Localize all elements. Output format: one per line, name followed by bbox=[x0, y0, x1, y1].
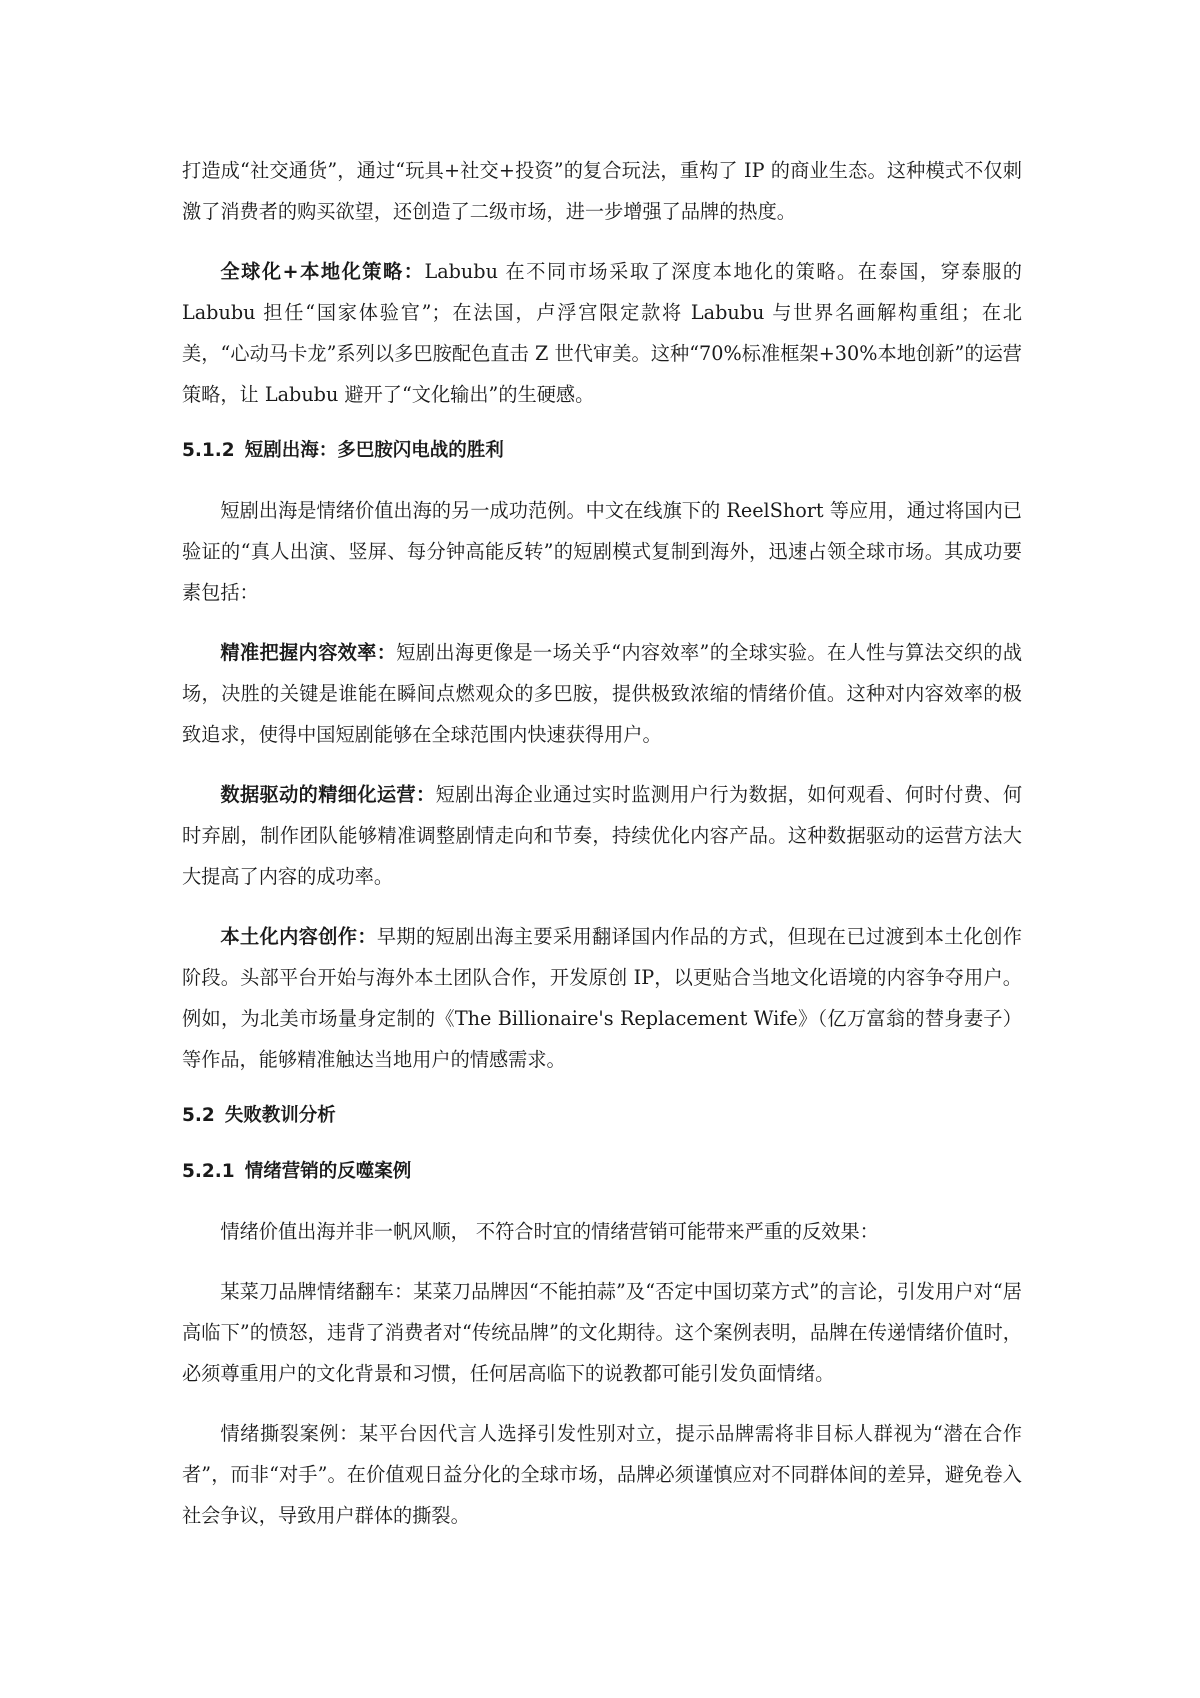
section-heading-5-1-2 bbox=[182, 434, 1022, 468]
paragraph-knife-brand-case bbox=[182, 1271, 1022, 1394]
paragraph-emotion-split-case bbox=[182, 1413, 1022, 1536]
paragraph-global-local-strategy bbox=[182, 251, 1022, 415]
paragraph-lead: 精准把握内容效率： bbox=[220, 641, 397, 664]
paragraph-text: 情绪价值出海并非一帆风顺， 不符合时宜的情绪营销可能带来严重的反效果： bbox=[220, 1220, 879, 1243]
paragraph-text: 某菜刀品牌情绪翻车：某菜刀品牌因“不能拍蒜”及“否定中国切菜方式”的言论，引发用户对“居高临下”的愤怒，违背了消费者对“传统品牌”的文化期待。这个案例表明，品牌在传递情绪价值时，必须尊重用户的文化背景和习惯，任何居高临下的说教都可能引发负面情绪。 bbox=[182, 1280, 1022, 1385]
section-title: 失败教训分析 bbox=[224, 1105, 336, 1126]
paragraph-short-drama-intro bbox=[182, 490, 1022, 613]
paragraph-backlash-intro bbox=[182, 1211, 1022, 1252]
paragraph-text: 打造成“社交通货”，通过“玩具+社交+投资”的复合玩法，重构了 IP 的商业生态。这种模式不仅刺激了消费者的购买欲望，还创造了二级市场，进一步增强了品牌的热度。 bbox=[182, 159, 1022, 223]
section-number: 5.2.1 bbox=[182, 1161, 235, 1182]
paragraph-lead: 数据驱动的精细化运营： bbox=[220, 783, 436, 806]
paragraph-lead: 本土化内容创作： bbox=[220, 925, 377, 948]
paragraph-content-efficiency bbox=[182, 632, 1022, 755]
paragraph-text: 短剧出海是情绪价值出海的另一成功范例。中文在线旗下的 ReelShort 等应用，通过将国内已验证的“真人出演、竖屏、每分钟高能反转”的短剧模式复制到海外，迅速占领全球市场。其成功要素包括： bbox=[182, 499, 1022, 604]
document-page bbox=[182, 150, 1022, 1555]
section-title: 短剧出海：多巴胺闪电战的胜利 bbox=[244, 440, 504, 461]
paragraph-localized-content bbox=[182, 916, 1022, 1080]
section-title: 情绪营销的反噬案例 bbox=[244, 1161, 412, 1182]
section-heading-5-2-1 bbox=[182, 1155, 1022, 1189]
paragraph-text: Labubu 在不同市场采取了深度本地化的策略。在泰国，穿泰服的 Labubu 担任“国家体验官”；在法国，卢浮宫限定款将 Labubu 与世界名画解构重组；在北美，“心动马卡龙”系列以多巴胺配色直击 Z 世代审美。这种“70%标准框架+30%本地创新”的运营策略，让 Labubu 避开了“文化输出”的生硬感。 bbox=[182, 260, 1022, 406]
paragraph-text: 情绪撕裂案例：某平台因代言人选择引发性别对立，提示品牌需将非目标人群视为“潜在合作者”，而非“对手”。在价值观日益分化的全球市场，品牌必须谨慎应对不同群体间的差异，避免卷入社会争议，导致用户群体的撕裂。 bbox=[182, 1422, 1022, 1527]
paragraph-lead: 全球化+本地化策略： bbox=[220, 260, 425, 283]
section-number: 5.1.2 bbox=[182, 440, 235, 461]
paragraph-text: 短剧出海更像是一场关乎“内容效率”的全球实验。在人性与算法交织的战场，决胜的关键是谁能在瞬间点燃观众的多巴胺，提供极致浓缩的情绪价值。这种对内容效率的极致追求，使得中国短剧能够在全球范围内快速获得用户。 bbox=[182, 641, 1023, 746]
paragraph-text: 早期的短剧出海主要采用翻译国内作品的方式，但现在已过渡到本土化创作阶段。头部平台开始与海外本土团队合作，开发原创 IP，以更贴合当地文化语境的内容争夺用户。例如，为北美市场量身定制的《The Billionaire's Replacement Wife》（亿万富翁的替身妻子）等作品，能够精准触达当地用户的情感需求。 bbox=[182, 925, 1022, 1071]
section-heading-5-2 bbox=[182, 1099, 1022, 1133]
section-number: 5.2 bbox=[182, 1105, 215, 1126]
paragraph-labubu-social-currency bbox=[182, 150, 1022, 232]
paragraph-data-driven-ops bbox=[182, 774, 1022, 897]
paragraph-text: 短剧出海企业通过实时监测用户行为数据，如何观看、何时付费、何时弃剧，制作团队能够精准调整剧情走向和节奏，持续优化内容产品。这种数据驱动的运营方法大大提高了内容的成功率。 bbox=[182, 783, 1023, 888]
